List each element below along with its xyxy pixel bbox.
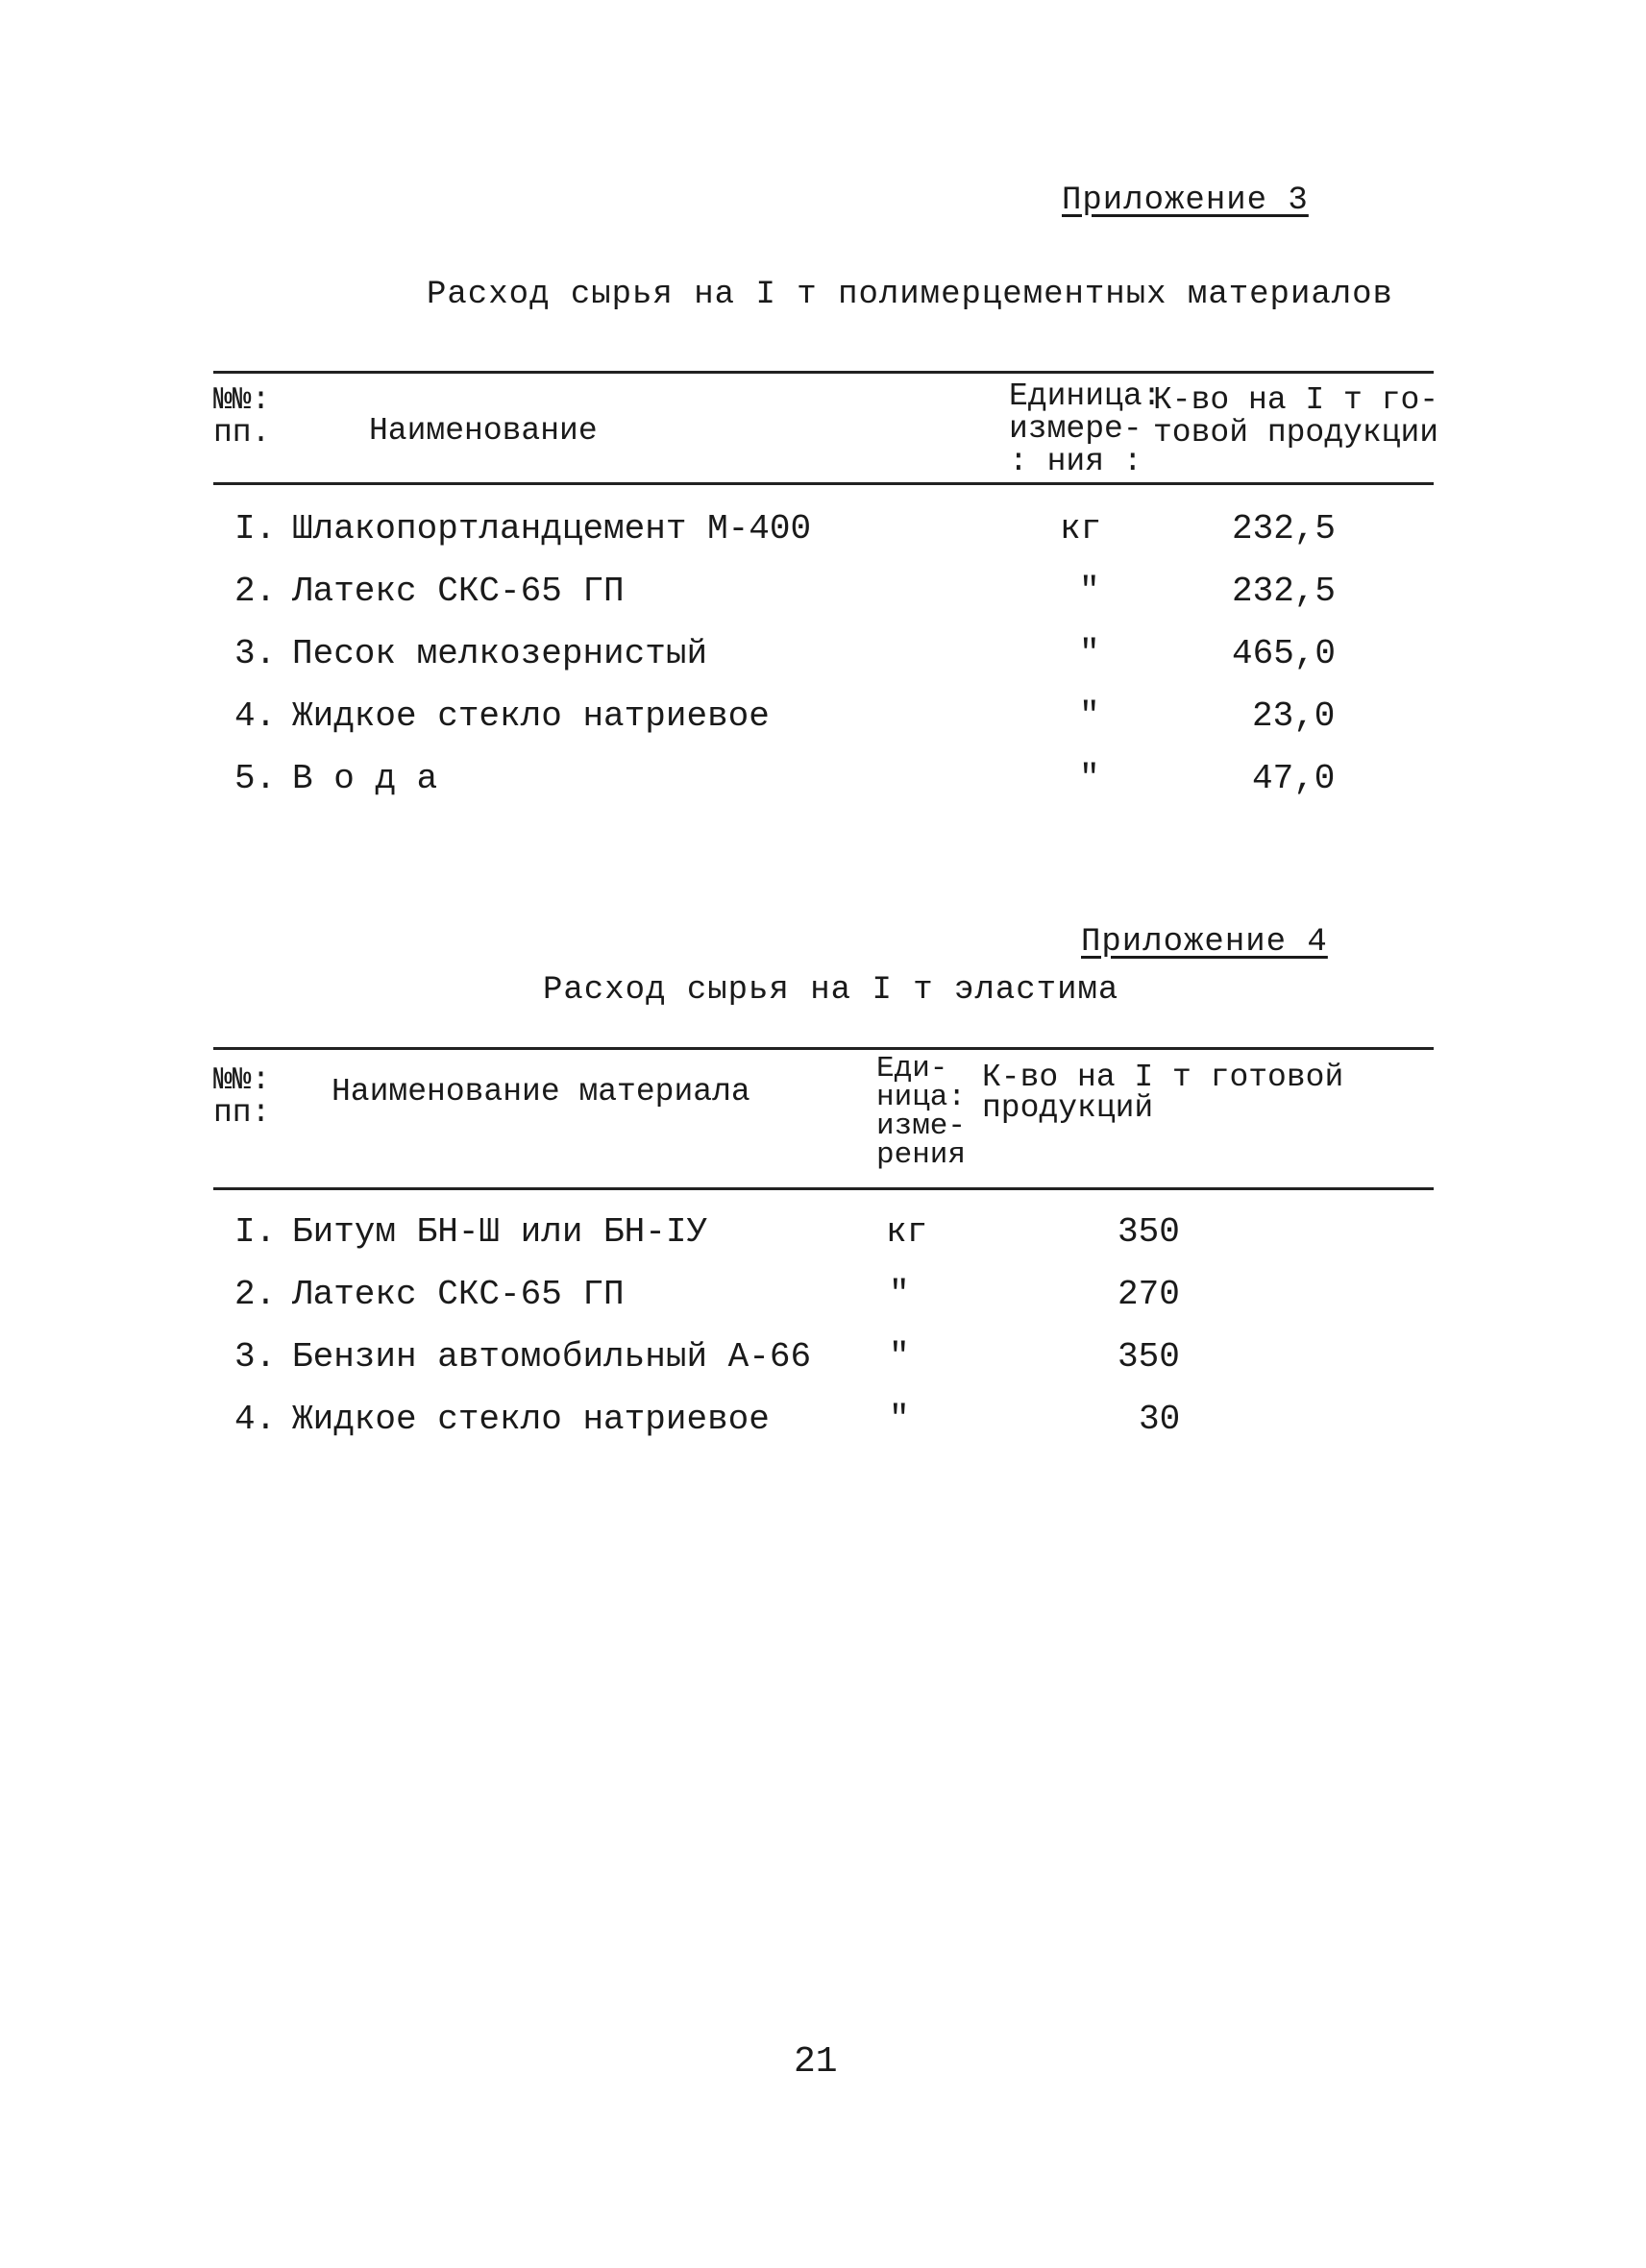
row-quantity: 232,5 — [1232, 509, 1337, 549]
table-4-row — [0, 1212, 1646, 1270]
appendix-3-title: Расход сырья на I т полимерцементных материалов — [427, 277, 1393, 313]
row-unit: кг — [886, 1212, 928, 1252]
row-quantity: 47,0 — [1252, 759, 1336, 798]
row-quantity: 30 — [1139, 1400, 1181, 1439]
table-3-row — [0, 759, 1646, 817]
page-number: 21 — [794, 2041, 838, 2083]
row-quantity: 270 — [1118, 1275, 1180, 1314]
table-3-header-rule — [213, 482, 1434, 485]
row-name: Жидкое стекло натриевое — [292, 696, 770, 736]
row-unit: " — [889, 1275, 910, 1314]
row-number: 4. — [234, 1400, 277, 1439]
table-3-row — [0, 572, 1646, 629]
row-name: Битум БН-Ш или БН-IУ — [292, 1212, 708, 1252]
row-unit: " — [889, 1400, 910, 1439]
row-unit: " — [1079, 696, 1100, 736]
row-name: Бензин автомобильный А-66 — [292, 1337, 812, 1377]
table-4-row — [0, 1275, 1646, 1332]
row-number: 2. — [234, 572, 277, 611]
row-name: Латекс СКС-65 ГП — [292, 1275, 625, 1314]
table-4-row — [0, 1400, 1646, 1457]
row-quantity: 350 — [1118, 1212, 1180, 1252]
row-name: Латекс СКС-65 ГП — [292, 572, 625, 611]
row-unit: " — [889, 1337, 910, 1377]
row-quantity: 232,5 — [1232, 572, 1337, 611]
row-unit: " — [1079, 634, 1100, 673]
row-name: Шлакопортландцемент М-400 — [292, 509, 812, 549]
row-number: 2. — [234, 1275, 277, 1314]
row-unit: " — [1079, 759, 1100, 798]
row-quantity: 465,0 — [1232, 634, 1337, 673]
row-number: I. — [234, 509, 277, 549]
appendix-3-label: Приложение 3 — [1062, 183, 1309, 219]
table-4-header-no: №№: пп: — [213, 1062, 271, 1131]
table-3-header-qty: К-во на I т го- товой продукции — [1153, 382, 1439, 451]
row-name: Песок мелкозернистый — [292, 634, 708, 673]
row-number: 5. — [234, 759, 277, 798]
table-3-header-unit: Единица: измере- : ния : — [1009, 378, 1162, 479]
table-3-row — [0, 509, 1646, 567]
appendix-4-label: Приложение 4 — [1081, 924, 1328, 961]
table-3-header-no: №№: пп. — [213, 382, 271, 451]
table-4-top-rule — [213, 1047, 1434, 1050]
row-number: 3. — [234, 1337, 277, 1377]
row-quantity: 350 — [1118, 1337, 1180, 1377]
table-3-top-rule — [213, 371, 1434, 374]
row-number: I. — [234, 1212, 277, 1252]
table-3-row — [0, 634, 1646, 692]
row-unit: " — [1079, 572, 1100, 611]
row-number: 3. — [234, 634, 277, 673]
table-4-header-rule — [213, 1187, 1434, 1190]
table-3-header-name: Наименование — [369, 413, 598, 449]
row-name: Жидкое стекло натриевое — [292, 1400, 770, 1439]
row-quantity: 23,0 — [1252, 696, 1336, 736]
row-name: В о д а — [292, 759, 438, 798]
table-3-row — [0, 696, 1646, 754]
row-number: 4. — [234, 696, 277, 736]
appendix-4-title: Расход сырья на I т эластима — [543, 972, 1119, 1009]
row-unit: кг — [1060, 509, 1102, 549]
table-4-header-name: Наименование материала — [332, 1074, 750, 1110]
table-4-header-unit: Еди- ница: изме- рения — [876, 1052, 967, 1172]
table-4-header-qty: К-во на I т готовой продукций — [982, 1060, 1344, 1126]
table-4-row — [0, 1337, 1646, 1395]
